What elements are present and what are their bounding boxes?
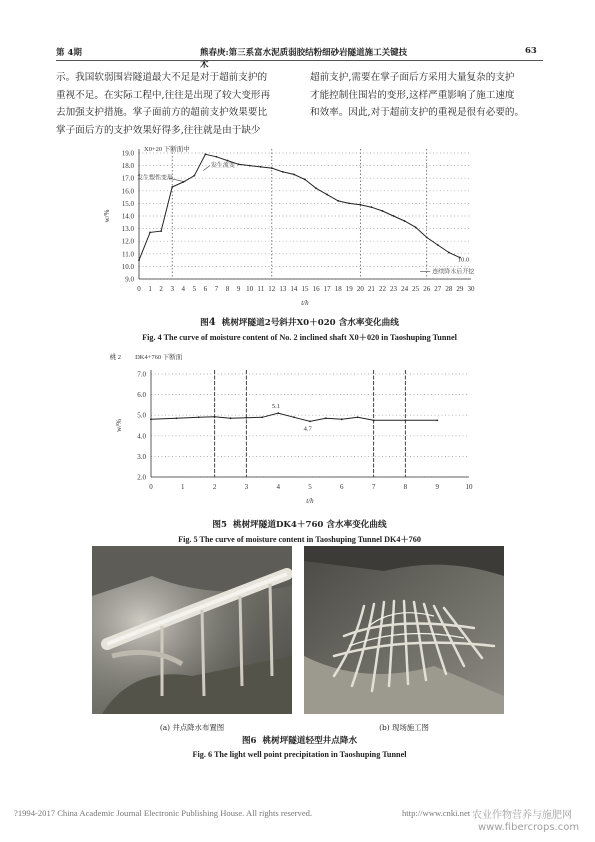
data-point	[160, 230, 162, 232]
chart-title: X0+20 下断面中	[144, 146, 190, 153]
x-axis-label: t/h	[306, 497, 314, 505]
x-tick-label: 15	[301, 285, 309, 293]
data-point	[150, 418, 152, 420]
x-tick-label: 16	[312, 285, 320, 293]
data-point	[271, 167, 273, 169]
data-point	[448, 252, 450, 254]
x-axis-label: t/h	[301, 299, 309, 307]
figure-6-caption-cn: 图6 桃树坪隧道轻型井点降水	[241, 736, 358, 746]
subcaption-a: (a) 井点降水布置图	[159, 723, 225, 732]
text-line: 超前支护,需要在掌子面后方采用大量复杂的支护	[310, 72, 515, 83]
text-line: 重视不足。在实际工程中,往往是出现了较大变形再	[56, 89, 271, 101]
figure-4-chart	[95, 138, 495, 310]
data-point	[216, 156, 218, 158]
y-tick-label: 4.0	[137, 432, 146, 441]
x-tick-label: 26	[423, 285, 431, 293]
y-axis-label: w/%	[115, 419, 123, 432]
x-tick-label: 7	[371, 483, 376, 491]
data-point	[176, 417, 178, 419]
y-tick-label: 2.0	[137, 473, 146, 482]
y-tick-label: 7.0	[137, 370, 146, 379]
data-point	[230, 417, 232, 419]
x-tick-label: 8	[403, 483, 408, 491]
data-point	[214, 416, 216, 418]
x-tick-label: 12	[268, 285, 276, 293]
y-tick-label: 3.0	[137, 452, 146, 461]
data-point	[393, 215, 395, 217]
cnki-link[interactable]: http://www.cnki.net	[402, 808, 471, 818]
figure-5-caption-en: Fig. 5 The curve of moisture content in Taoshuping Tunnel DK4＋760	[178, 535, 421, 544]
data-point	[348, 203, 350, 205]
y-tick-label: 6.0	[137, 391, 146, 400]
data-point	[149, 231, 151, 233]
text-line: 和效率。因此,对于超前支护的重视是很有必要的。	[310, 107, 525, 118]
y-tick-label: 12.0	[121, 237, 134, 246]
data-point	[415, 226, 417, 228]
data-point	[437, 244, 439, 246]
x-tick-label: 6	[340, 483, 344, 491]
x-tick-label: 11	[257, 285, 265, 293]
watermark-url: www.fibercrops.com	[478, 822, 580, 833]
body-right-column	[310, 69, 550, 122]
y-tick-label: 19.0	[121, 149, 134, 158]
x-tick-label: 27	[434, 285, 442, 293]
x-tick-label: 19	[345, 285, 353, 293]
series-line	[139, 154, 460, 260]
x-tick-label: 21	[367, 285, 375, 293]
data-point	[193, 175, 195, 177]
header-rule	[56, 60, 543, 61]
data-point	[382, 210, 384, 212]
data-point	[260, 166, 262, 168]
figure-4-caption-cn: 图4 桃树坪隧道2号斜井X0＋020 含水率变化曲线	[200, 317, 399, 328]
data-point	[293, 174, 295, 176]
x-tick-label: 20	[356, 285, 364, 293]
x-tick-label: 30	[467, 285, 475, 293]
x-tick-label: 28	[445, 285, 453, 293]
x-tick-label: 7	[214, 285, 219, 293]
subcaption-b: (b) 现场施工图	[379, 723, 429, 732]
data-point	[405, 419, 407, 421]
data-point	[198, 416, 200, 418]
x-tick-label: 4	[276, 483, 280, 491]
x-tick-label: 3	[244, 483, 249, 491]
x-tick-label: 5	[308, 483, 312, 491]
data-point	[293, 416, 295, 418]
annotation-peak-value: 5.1	[271, 402, 280, 410]
data-point	[249, 165, 251, 167]
x-tick-label: 2	[159, 285, 163, 293]
y-tick-label: 16.0	[121, 187, 134, 196]
x-tick-label: 1	[181, 483, 185, 491]
photo-site-construction	[304, 546, 504, 714]
annotation-final-value: 10.0	[457, 256, 470, 264]
data-point	[359, 204, 361, 206]
data-point	[227, 160, 229, 162]
x-tick-label: 3	[170, 285, 174, 293]
y-tick-label: 17.0	[121, 174, 134, 183]
x-tick-label: 22	[378, 285, 386, 293]
data-point	[277, 412, 279, 414]
copyright-notice: ?1994-2017 China Academic Journal Electronic Publishing House. All rights reserved.	[14, 808, 313, 818]
y-tick-label: 11.0	[122, 250, 134, 259]
annotation-continuous-dewatering: 连续降水后开挖	[432, 269, 475, 276]
text-line: 掌子面后方的支护效果好得多,往往就是由于缺少	[56, 124, 261, 136]
data-point	[325, 417, 327, 419]
x-tick-label: 0	[149, 483, 153, 491]
figure-5-chart	[95, 346, 495, 514]
figure-6-caption-en: Fig. 6 The light well point precipitation in Taoshuping Tunnel	[192, 750, 407, 759]
data-point	[373, 419, 375, 421]
x-tick-label: 17	[323, 285, 331, 293]
x-tick-label: 23	[390, 285, 398, 293]
data-point	[138, 259, 140, 261]
figure-4-caption-en: Fig. 4 The curve of moisture content of No. 2 inclined shaft X0＋020 in Taoshuping Tunnel	[142, 333, 457, 342]
x-tick-label: 14	[290, 285, 298, 293]
x-tick-label: 9	[236, 285, 241, 293]
data-point	[404, 220, 406, 222]
x-tick-label: 10	[246, 285, 254, 293]
text-line: 才能控制住围岩的变形,这样严重影响了施工速度	[310, 89, 515, 101]
data-point	[246, 417, 248, 419]
x-tick-label: 25	[412, 285, 420, 293]
text-line: 去加强支护措施。掌子面前方的超前支护效果要比	[56, 107, 268, 118]
annotation-trough-value: 4.7	[303, 425, 312, 433]
data-point	[315, 187, 317, 189]
y-tick-label: 14.0	[121, 212, 134, 221]
y-tick-label: 15.0	[121, 199, 134, 208]
data-point	[309, 420, 311, 422]
annotation-plastic-deformation: 发生塑性变形	[137, 175, 174, 182]
data-point	[282, 171, 284, 173]
watermark-cn: 农业作物营养与施肥网	[472, 810, 572, 821]
data-point	[205, 153, 207, 155]
data-point	[171, 186, 173, 188]
data-point	[357, 416, 359, 418]
x-tick-label: 10	[465, 483, 473, 491]
data-point	[238, 163, 240, 165]
x-tick-label: 5	[192, 285, 197, 293]
annotation-arrow	[203, 166, 210, 171]
y-tick-label: 9.0	[125, 275, 134, 284]
x-tick-label: 6	[203, 285, 208, 293]
data-point	[304, 179, 306, 181]
data-point	[261, 416, 263, 418]
x-tick-label: 1	[148, 285, 152, 293]
x-tick-label: 2	[212, 483, 217, 491]
data-point	[337, 200, 339, 202]
chart-title: DK4+760 下断面	[135, 354, 183, 361]
data-point	[326, 194, 328, 196]
y-tick-label: 5.0	[137, 411, 146, 420]
data-point	[436, 419, 438, 421]
text-line: 示。我国软弱围岩隧道最大不足是对于超前支护的	[56, 72, 268, 83]
x-tick-label: 24	[401, 285, 409, 293]
y-axis-label: w/%	[103, 209, 111, 223]
x-tick-label: 0	[137, 285, 141, 293]
data-point	[341, 418, 343, 420]
x-tick-label: 9	[435, 483, 439, 491]
x-tick-label: 29	[456, 285, 464, 293]
data-point	[426, 237, 428, 239]
data-point	[371, 206, 373, 208]
y-tick-label: 18.0	[121, 162, 134, 171]
x-tick-label: 4	[181, 285, 186, 293]
chart-title-prefix: 桃 2	[109, 354, 122, 361]
figure-5-caption-cn: 图5 桃树坪隧道DK4＋760 含水率变化曲线	[212, 520, 387, 530]
photo-well-point-layout	[92, 546, 292, 714]
y-tick-label: 13.0	[121, 225, 134, 234]
y-tick-label: 10.0	[121, 262, 134, 271]
x-tick-label: 13	[279, 285, 287, 293]
annotation-rheology: 发生流变	[210, 162, 235, 169]
page-number: 63	[525, 46, 537, 56]
x-tick-label: 18	[334, 285, 342, 293]
body-left-column	[56, 69, 296, 139]
running-title: 熊春庚:第三系富水泥质弱胶结粉细砂岩隧道施工关键技术	[200, 48, 408, 70]
x-tick-label: 8	[225, 285, 230, 293]
issue-number: 第 4期	[56, 48, 82, 58]
